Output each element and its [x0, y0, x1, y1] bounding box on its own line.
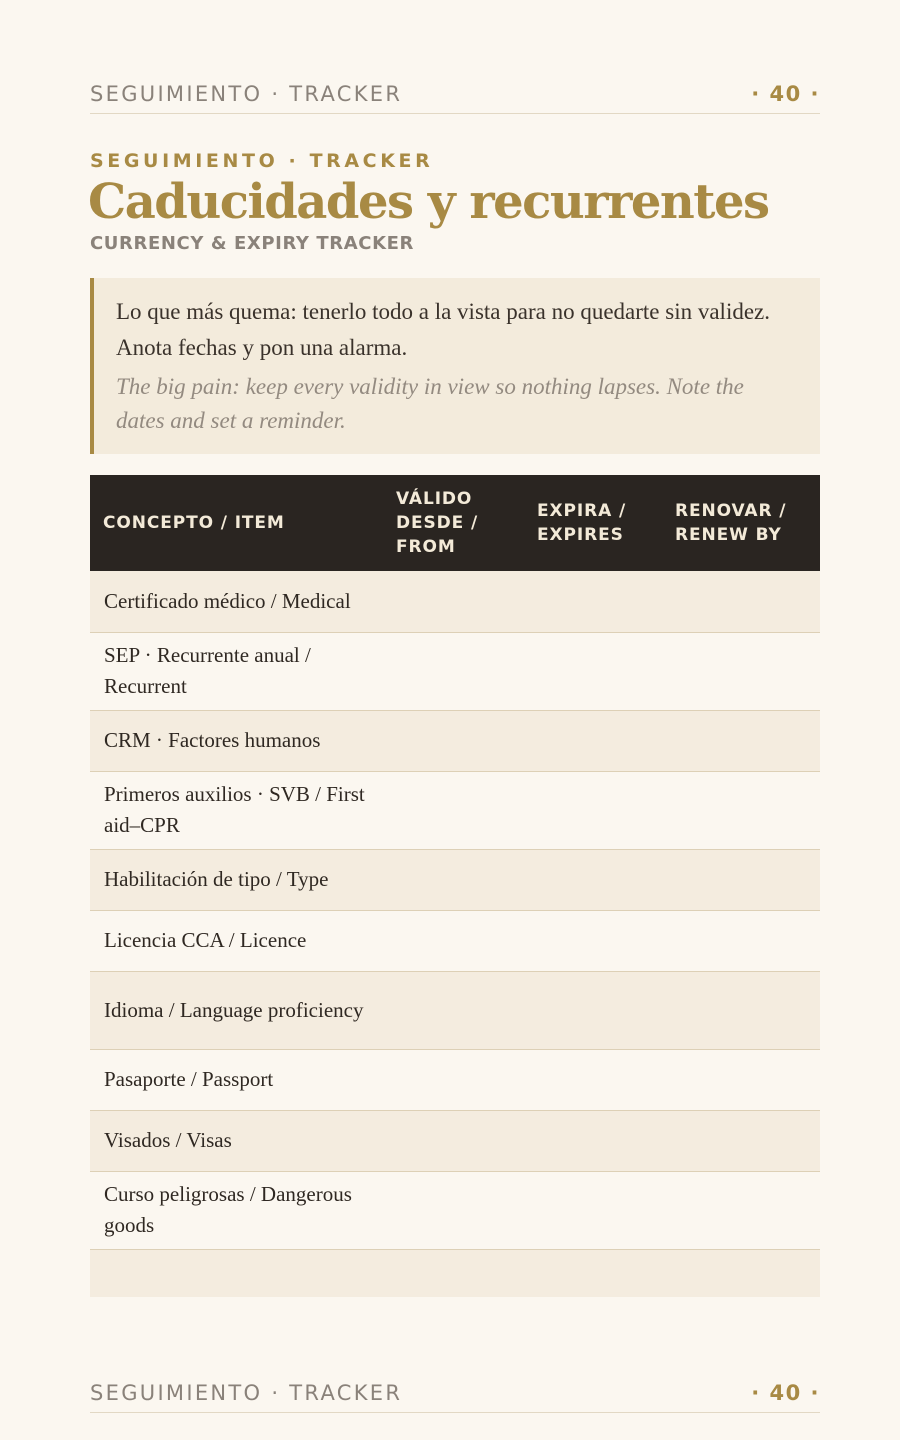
row-valid-from-cell[interactable] [383, 849, 524, 910]
row-item: Licencia CCA / Licence [90, 910, 383, 971]
row-expires-cell[interactable] [524, 1171, 662, 1249]
intro-callout [90, 278, 820, 454]
row-item: Idioma / Language proficiency [90, 971, 383, 1049]
row-expires-cell[interactable] [524, 571, 662, 632]
callout-text-english: The big pain: keep every validity in view so nothing lapses. Note the dates and set a reminder. [116, 374, 744, 433]
table-row [90, 571, 820, 632]
table-row [90, 1049, 820, 1110]
row-item: Curso peligrosas / Dangerous goods [90, 1171, 383, 1249]
footer-page-number: · 40 · [751, 1380, 820, 1405]
row-expires-cell[interactable] [524, 910, 662, 971]
row-renew-by-cell[interactable] [662, 710, 820, 771]
row-renew-by-cell[interactable] [662, 1171, 820, 1249]
table-row [90, 1110, 820, 1171]
row-valid-from-cell[interactable] [383, 710, 524, 771]
row-expires-cell[interactable] [524, 632, 662, 710]
row-renew-by-cell[interactable] [662, 771, 820, 849]
blank-valid-from-cell[interactable] [383, 1249, 524, 1297]
table-row [90, 771, 820, 849]
table-row [90, 710, 820, 771]
table-row-blank [90, 1249, 820, 1297]
row-valid-from-cell[interactable] [383, 632, 524, 710]
table-row [90, 1171, 820, 1249]
page-title: Caducidades y recurrentes [88, 174, 769, 230]
blank-item-cell[interactable] [90, 1249, 383, 1297]
row-valid-from-cell[interactable] [383, 971, 524, 1049]
header-page-number: · 40 · [751, 81, 820, 106]
table-header-row [90, 475, 820, 571]
row-item: Habilitación de tipo / Type [90, 849, 383, 910]
row-renew-by-cell[interactable] [662, 910, 820, 971]
header-section-label: SEGUIMIENTO · TRACKER [90, 81, 403, 106]
page-subtitle: CURRENCY & EXPIRY TRACKER [90, 233, 415, 254]
row-valid-from-cell[interactable] [383, 910, 524, 971]
row-item: Certificado médico / Medical [90, 571, 383, 632]
callout-text-spanish: Lo que más quema: tenerlo todo a la vista para no quedarte sin validez. Anota fechas y pon una alarma. [116, 299, 770, 360]
row-expires-cell[interactable] [524, 971, 662, 1049]
row-item: SEP · Recurrente anual / Recurrent [90, 632, 383, 710]
row-valid-from-cell[interactable] [383, 1110, 524, 1171]
row-expires-cell[interactable] [524, 849, 662, 910]
blank-renew-by-cell[interactable] [662, 1249, 820, 1297]
column-header-expires: EXPIRA / EXPIRES [524, 475, 662, 571]
row-renew-by-cell[interactable] [662, 849, 820, 910]
column-header-renew-by: RENOVAR / RENEW BY [662, 475, 820, 571]
running-footer [90, 1373, 820, 1413]
row-renew-by-cell[interactable] [662, 571, 820, 632]
section-kicker: SEGUIMIENTO · TRACKER [90, 150, 434, 172]
footer-section-label: SEGUIMIENTO · TRACKER [90, 1380, 403, 1405]
row-renew-by-cell[interactable] [662, 971, 820, 1049]
row-expires-cell[interactable] [524, 710, 662, 771]
column-header-item: CONCEPTO / ITEM [90, 475, 383, 571]
row-expires-cell[interactable] [524, 1049, 662, 1110]
row-valid-from-cell[interactable] [383, 1171, 524, 1249]
row-renew-by-cell[interactable] [662, 632, 820, 710]
row-expires-cell[interactable] [524, 1110, 662, 1171]
table-row [90, 971, 820, 1049]
running-header [90, 74, 820, 114]
row-item: CRM · Factores humanos [90, 710, 383, 771]
expiry-tracker-table [90, 475, 820, 1297]
row-renew-by-cell[interactable] [662, 1110, 820, 1171]
table-row [90, 632, 820, 710]
table-row [90, 910, 820, 971]
row-item: Visados / Visas [90, 1110, 383, 1171]
row-item: Pasaporte / Passport [90, 1049, 383, 1110]
table-row [90, 849, 820, 910]
row-valid-from-cell[interactable] [383, 571, 524, 632]
row-valid-from-cell[interactable] [383, 771, 524, 849]
blank-expires-cell[interactable] [524, 1249, 662, 1297]
row-item: Primeros auxilios · SVB / First aid–CPR [90, 771, 383, 849]
row-expires-cell[interactable] [524, 771, 662, 849]
row-valid-from-cell[interactable] [383, 1049, 524, 1110]
row-renew-by-cell[interactable] [662, 1049, 820, 1110]
column-header-valid-from: VÁLIDO DESDE / FROM [383, 475, 524, 571]
